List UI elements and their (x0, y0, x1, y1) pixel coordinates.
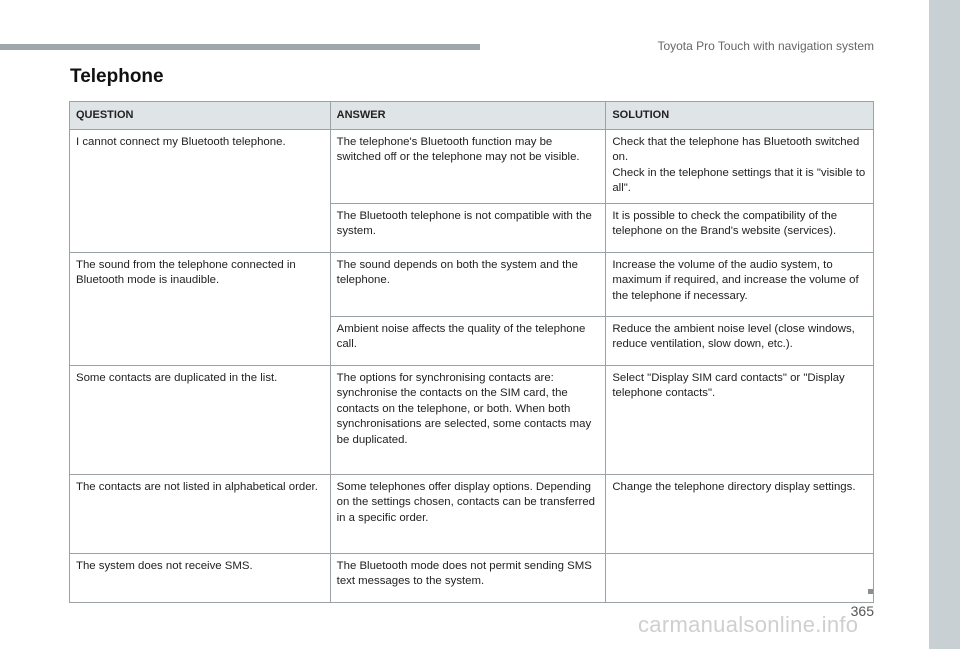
column-header-solution: SOLUTION (606, 102, 874, 130)
watermark-text: carmanualsonline.info (638, 612, 859, 637)
column-header-answer: ANSWER (330, 102, 606, 130)
section-end-marker (868, 589, 873, 594)
solution-cell (606, 474, 874, 553)
solution-cell (606, 129, 874, 203)
solution-cell (606, 553, 874, 602)
answer-cell: The Bluetooth telephone is not compatible with the system. (330, 203, 606, 252)
answer-cell: The telephone's Bluetooth function may be switched off or the telephone may not be visible. (330, 129, 606, 203)
solution-cell (606, 316, 874, 365)
question-cell: I cannot connect my Bluetooth telephone. (70, 129, 331, 252)
question-cell: The sound from the telephone connected in Bluetooth mode is inaudible. (70, 252, 331, 365)
solution-line: It is possible to check the compatibility of the telephone on the Brand's website (services). (612, 209, 838, 237)
faq-table (69, 101, 874, 603)
table-row (70, 365, 874, 474)
solution-line: Select "Display SIM card contacts" or "Display telephone contacts". (612, 371, 845, 399)
solution-cell (606, 252, 874, 316)
running-title: Toyota Pro Touch with navigation system (657, 39, 874, 53)
answer-cell: The sound depends on both the system and the telephone. (330, 252, 606, 316)
answer-cell: The options for synchronising contacts are: synchronise the contacts on the SIM card, the contacts on the telephone, or both. When both synchronisations are selected, some contacts may be duplicated. (330, 365, 606, 474)
solution-cell (606, 365, 874, 474)
table-header-row (70, 102, 874, 130)
column-header-question: QUESTION (70, 102, 331, 130)
page-number: 365 (850, 603, 874, 619)
question-cell: The system does not receive SMS. (70, 553, 331, 602)
solution-line: Reduce the ambient noise level (close windows, reduce ventilation, slow down, etc.). (612, 322, 855, 350)
answer-cell: Some telephones offer display options. Depending on the settings chosen, contacts can be transferred in a specific order. (330, 474, 606, 553)
solution-cell (606, 203, 874, 252)
table-row (70, 129, 874, 203)
table-row (70, 474, 874, 553)
question-cell: The contacts are not listed in alphabetical order. (70, 474, 331, 553)
side-tab (929, 0, 960, 649)
table-row (70, 252, 874, 316)
solution-line: Check that the telephone has Bluetooth switched on. (612, 135, 860, 163)
header-accent-bar (0, 44, 480, 50)
solution-line: Change the telephone directory display settings. (612, 480, 856, 493)
page-title: Telephone (70, 66, 164, 87)
solution-line: Check in the telephone settings that it is "visible to all". (612, 166, 866, 194)
answer-cell: The Bluetooth mode does not permit sending SMS text messages to the system. (330, 553, 606, 602)
answer-cell: Ambient noise affects the quality of the telephone call. (330, 316, 606, 365)
solution-line: Increase the volume of the audio system, to maximum if required, and increase the volume of the telephone if necessary. (612, 258, 859, 302)
table-row (70, 553, 874, 602)
question-cell: Some contacts are duplicated in the list. (70, 365, 331, 474)
